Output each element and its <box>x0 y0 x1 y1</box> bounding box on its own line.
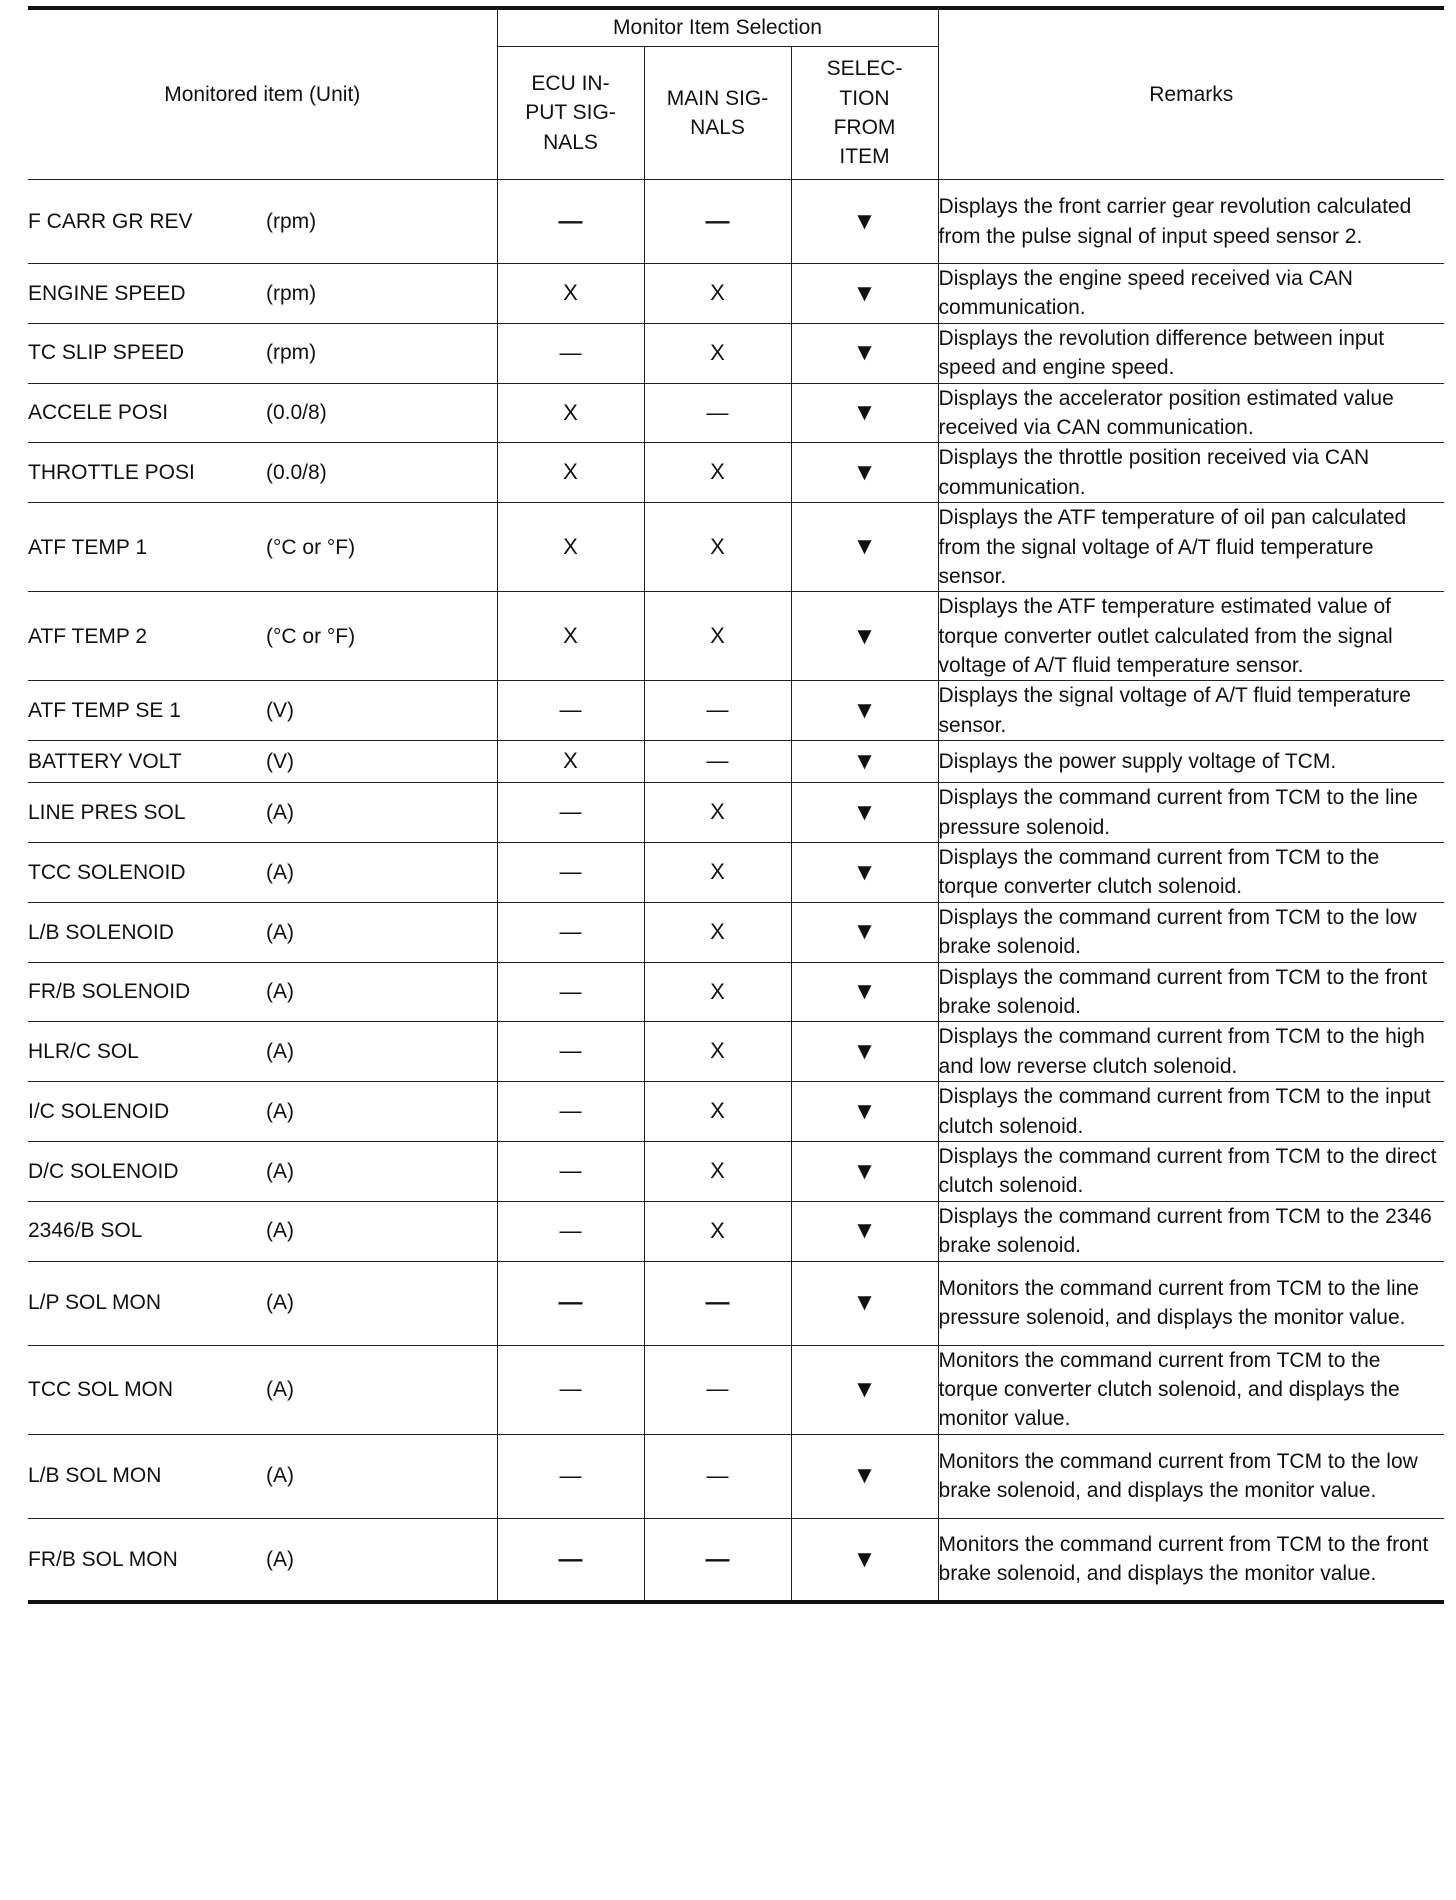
item-unit: (A) <box>266 1219 294 1243</box>
item-unit: (rpm) <box>266 281 317 305</box>
remarks-text: Monitors the command current from TCM to the front brake solenoid, and displays the monitor value. <box>938 1533 1429 1586</box>
selection-from-item-mark-cell <box>791 264 938 324</box>
item-unit: (A) <box>266 1377 294 1401</box>
triangle-down-icon: ▼ <box>852 858 877 886</box>
item-name: ATF TEMP 1 <box>28 535 148 559</box>
remarks-text: Monitors the command current from TCM to the line pressure solenoid, and displays the monitor value. <box>938 1276 1419 1329</box>
header-monitored-item: Monitored item (Unit) <box>28 8 497 180</box>
ecu-input-signal-mark-cell <box>497 1082 644 1142</box>
selection-from-item-mark-cell <box>791 1434 938 1518</box>
remarks-cell <box>938 1201 1444 1261</box>
ecu-input-signal-mark-cell <box>497 383 644 443</box>
monitored-item-cell <box>28 592 497 681</box>
main-signal-mark: — <box>706 399 729 425</box>
main-signal-mark-cell <box>644 1261 791 1345</box>
ecu-input-signal-mark-cell <box>497 681 644 741</box>
remarks-text: Displays the command current from TCM to the front brake solenoid. <box>938 965 1428 1018</box>
item-unit: (°C or °F) <box>266 624 356 648</box>
item-unit: (rpm) <box>266 209 317 233</box>
table-row <box>28 323 1444 383</box>
ecu-input-signal-mark: — <box>559 918 582 944</box>
remarks-text: Displays the accelerator position estimated value received via CAN communication. <box>938 386 1394 439</box>
ecu-input-signal-mark: — <box>559 978 582 1004</box>
item-unit: (A) <box>266 1547 294 1571</box>
remarks-cell <box>938 1345 1444 1434</box>
ecu-input-signal-mark: — <box>559 1038 582 1064</box>
triangle-down-icon: ▼ <box>852 1037 877 1065</box>
main-signal-mark: — <box>705 1289 730 1317</box>
remarks-text: Displays the signal voltage of A/T fluid temperature sensor. <box>938 684 1411 737</box>
triangle-down-icon: ▼ <box>852 1462 877 1490</box>
item-unit: (0.0/8) <box>266 461 327 485</box>
main-signal-mark-cell <box>644 503 791 592</box>
triangle-down-icon: ▼ <box>852 399 877 427</box>
ecu-input-signal-mark: — <box>559 697 582 723</box>
main-signal-mark-cell <box>644 443 791 503</box>
item-name: BATTERY VOLT <box>28 750 182 774</box>
monitored-item-cell <box>28 783 497 843</box>
item-name: THROTTLE POSI <box>28 461 195 485</box>
ecu-input-signal-mark-cell <box>497 1518 644 1602</box>
ecu-input-signal-mark: X <box>563 533 578 559</box>
ecu-input-signal-mark-cell <box>497 843 644 903</box>
header-selection-from-item <box>791 47 938 180</box>
ecu-input-signal-mark-cell <box>497 1434 644 1518</box>
ecu-input-signal-mark-cell <box>497 1345 644 1434</box>
table-row <box>28 592 1444 681</box>
remarks-cell <box>938 902 1444 962</box>
remarks-text: Displays the command current from TCM to the direct clutch solenoid. <box>938 1144 1437 1198</box>
item-name: TCC SOL MON <box>28 1377 174 1401</box>
ecu-input-signal-mark-cell <box>497 592 644 681</box>
remarks-cell <box>938 180 1444 264</box>
main-signal-mark-cell <box>644 681 791 741</box>
remarks-cell <box>938 681 1444 741</box>
ecu-input-signal-mark: — <box>559 1462 582 1488</box>
selection-from-item-mark-cell <box>791 1082 938 1142</box>
remarks-text: Displays the ATF temperature of oil pan calculated from the signal voltage of A/T fluid temperature sensor. <box>938 506 1407 588</box>
header-ecu-input-signals <box>497 47 644 180</box>
main-signal-mark: X <box>710 1098 725 1124</box>
selection-from-item-mark-cell <box>791 383 938 443</box>
remarks-cell <box>938 1082 1444 1142</box>
selection-from-item-mark-cell <box>791 741 938 783</box>
table-row <box>28 1082 1444 1142</box>
main-signal-mark-cell <box>644 592 791 681</box>
selection-from-item-mark-cell <box>791 681 938 741</box>
remarks-cell <box>938 323 1444 383</box>
table-row <box>28 1518 1444 1602</box>
monitored-item-cell <box>28 180 497 264</box>
remarks-text: Displays the front carrier gear revolution calculated from the pulse signal of input speed sensor 2. <box>938 195 1412 248</box>
main-signal-mark: X <box>710 1217 725 1243</box>
item-name: ACCELE POSI <box>28 401 169 425</box>
monitored-item-cell <box>28 902 497 962</box>
ecu-input-signal-mark-cell <box>497 443 644 503</box>
remarks-text: Displays the engine speed received via CAN communication. <box>938 267 1353 320</box>
item-unit: (V) <box>266 750 294 774</box>
triangle-down-icon: ▼ <box>852 798 877 826</box>
monitored-item-cell <box>28 1518 497 1602</box>
main-signal-mark-cell <box>644 1022 791 1082</box>
item-name: L/P SOL MON <box>28 1291 162 1315</box>
remarks-cell <box>938 503 1444 592</box>
table-row <box>28 741 1444 783</box>
ecu-input-signal-mark-cell <box>497 503 644 592</box>
ecu-input-signal-mark: X <box>563 279 578 305</box>
triangle-down-icon: ▼ <box>852 747 877 775</box>
table-row <box>28 383 1444 443</box>
table-row <box>28 962 1444 1022</box>
header-main-signals <box>644 47 791 180</box>
ecu-input-signal-mark-cell <box>497 1261 644 1345</box>
ecu-input-signal-mark: — <box>559 1217 582 1243</box>
selection-from-item-mark-cell <box>791 1518 938 1602</box>
monitored-item-cell <box>28 1434 497 1518</box>
item-name: TC SLIP SPEED <box>28 341 185 365</box>
ecu-input-signal-mark: — <box>559 799 582 825</box>
table-body <box>28 180 1444 1603</box>
main-signal-mark-cell <box>644 1201 791 1261</box>
remarks-cell <box>938 592 1444 681</box>
selection-from-item-mark-cell <box>791 783 938 843</box>
main-signal-mark: X <box>710 533 725 559</box>
monitored-item-cell <box>28 1201 497 1261</box>
monitored-item-cell <box>28 264 497 324</box>
remarks-text: Displays the command current from TCM to the torque converter clutch solenoid. <box>938 846 1380 899</box>
remarks-cell <box>938 1434 1444 1518</box>
monitored-item-cell <box>28 1022 497 1082</box>
remarks-text: Displays the command current from TCM to the low brake solenoid. <box>938 905 1417 959</box>
triangle-down-icon: ▼ <box>852 339 877 367</box>
ecu-input-signal-mark-cell <box>497 1022 644 1082</box>
main-signal-mark: X <box>710 1038 725 1064</box>
item-unit: (A) <box>266 980 294 1004</box>
item-name: ENGINE SPEED <box>28 281 186 305</box>
ecu-input-signal-mark: — <box>559 1098 582 1124</box>
item-name: F CARR GR REV <box>28 209 193 233</box>
item-name: HLR/C SOL <box>28 1040 139 1064</box>
item-unit: (A) <box>266 800 294 824</box>
main-signal-mark: X <box>710 339 725 365</box>
remarks-cell <box>938 383 1444 443</box>
selection-from-item-mark-cell <box>791 180 938 264</box>
table-row <box>28 681 1444 741</box>
table-row <box>28 1201 1444 1261</box>
remarks-cell <box>938 962 1444 1022</box>
header-selection-from-item-text: SELEC-TION FROM ITEM <box>826 57 903 169</box>
main-signal-mark: X <box>710 622 725 648</box>
ecu-input-signal-mark: — <box>558 1289 583 1317</box>
main-signal-mark: X <box>710 978 725 1004</box>
main-signal-mark-cell <box>644 180 791 264</box>
monitored-item-cell <box>28 1141 497 1201</box>
triangle-down-icon: ▼ <box>852 458 877 486</box>
remarks-text: Displays the ATF temperature estimated value of torque converter outlet calculated from the signal voltage of A/T fluid temperature sensor. <box>938 595 1393 678</box>
table-row <box>28 1261 1444 1345</box>
remarks-text: Displays the command current from TCM to the high and low reverse clutch solenoid. <box>938 1025 1425 1078</box>
triangle-down-icon: ▼ <box>852 697 877 725</box>
remarks-text: Displays the command current from TCM to the line pressure solenoid. <box>938 786 1418 839</box>
header-main-signals-text: MAIN SIG-NALS <box>666 86 769 139</box>
selection-from-item-mark-cell <box>791 1022 938 1082</box>
triangle-down-icon: ▼ <box>852 622 877 650</box>
monitored-item-cell <box>28 962 497 1022</box>
selection-from-item-mark-cell <box>791 1141 938 1201</box>
ecu-input-signal-mark: X <box>563 399 578 425</box>
ecu-input-signal-mark-cell <box>497 180 644 264</box>
ecu-input-signal-mark-cell <box>497 902 644 962</box>
main-signal-mark-cell <box>644 741 791 783</box>
triangle-down-icon: ▼ <box>852 1097 877 1125</box>
main-signal-mark-cell <box>644 1518 791 1602</box>
remarks-cell <box>938 783 1444 843</box>
ecu-input-signal-mark-cell <box>497 1141 644 1201</box>
main-signal-mark: — <box>706 1462 729 1488</box>
table-row <box>28 443 1444 503</box>
remarks-cell <box>938 443 1444 503</box>
item-name: 2346/B SOL <box>28 1219 143 1243</box>
item-unit: (°C or °F) <box>266 535 356 559</box>
selection-from-item-mark-cell <box>791 503 938 592</box>
main-signal-mark-cell <box>644 843 791 903</box>
table-row <box>28 783 1444 843</box>
selection-from-item-mark-cell <box>791 443 938 503</box>
table-header <box>28 8 1444 180</box>
item-unit: (0.0/8) <box>266 401 327 425</box>
main-signal-mark: — <box>706 748 729 774</box>
ecu-input-signal-mark-cell <box>497 264 644 324</box>
item-unit: (A) <box>266 920 294 944</box>
remarks-text: Displays the revolution difference between input speed and engine speed. <box>938 326 1385 380</box>
selection-from-item-mark-cell <box>791 962 938 1022</box>
monitored-item-cell <box>28 503 497 592</box>
main-signal-mark-cell <box>644 902 791 962</box>
table-row <box>28 180 1444 264</box>
triangle-down-icon: ▼ <box>852 207 877 235</box>
ecu-input-signal-mark: — <box>558 1545 583 1573</box>
table-row <box>28 1022 1444 1082</box>
triangle-down-icon: ▼ <box>852 918 877 946</box>
ecu-input-signal-mark-cell <box>497 1201 644 1261</box>
main-signal-mark-cell <box>644 962 791 1022</box>
remarks-cell <box>938 1141 1444 1201</box>
item-unit: (A) <box>266 1159 294 1183</box>
main-signal-mark: X <box>710 918 725 944</box>
main-signal-mark-cell <box>644 783 791 843</box>
ecu-input-signal-mark: — <box>559 1157 582 1183</box>
monitored-item-cell <box>28 443 497 503</box>
triangle-down-icon: ▼ <box>852 1375 877 1403</box>
main-signal-mark-cell <box>644 1141 791 1201</box>
selection-from-item-mark-cell <box>791 592 938 681</box>
item-name: ATF TEMP 2 <box>28 624 148 648</box>
ecu-input-signal-mark-cell <box>497 741 644 783</box>
triangle-down-icon: ▼ <box>852 1157 877 1185</box>
monitored-item-cell <box>28 1261 497 1345</box>
triangle-down-icon: ▼ <box>852 1545 877 1573</box>
main-signal-mark: X <box>710 799 725 825</box>
item-unit: (V) <box>266 699 294 723</box>
selection-from-item-mark-cell <box>791 1345 938 1434</box>
table-row <box>28 1141 1444 1201</box>
main-signal-mark: X <box>710 859 725 885</box>
main-signal-mark: X <box>710 279 725 305</box>
item-name: I/C SOLENOID <box>28 1099 170 1123</box>
remarks-text: Displays the command current from TCM to the input clutch solenoid. <box>938 1085 1431 1138</box>
main-signal-mark-cell <box>644 1434 791 1518</box>
item-name: ATF TEMP SE 1 <box>28 699 181 723</box>
main-signal-mark: — <box>706 1376 729 1402</box>
item-name: L/B SOLENOID <box>28 920 174 944</box>
ecu-input-signal-mark: X <box>563 748 578 774</box>
table-row <box>28 503 1444 592</box>
header-monitor-item-selection: Monitor Item Selection <box>497 8 938 47</box>
main-signal-mark-cell <box>644 1345 791 1434</box>
ecu-input-signal-mark: — <box>558 207 583 235</box>
triangle-down-icon: ▼ <box>852 1217 877 1245</box>
remarks-cell <box>938 1022 1444 1082</box>
remarks-cell <box>938 741 1444 783</box>
monitored-item-cell <box>28 681 497 741</box>
monitored-item-cell <box>28 843 497 903</box>
item-name: TCC SOLENOID <box>28 860 186 884</box>
ecu-input-signal-mark-cell <box>497 783 644 843</box>
item-unit: (rpm) <box>266 341 317 365</box>
table-row <box>28 902 1444 962</box>
ecu-input-signal-mark: — <box>559 1376 582 1402</box>
triangle-down-icon: ▼ <box>852 978 877 1006</box>
table-row <box>28 1434 1444 1518</box>
remarks-text: Displays the power supply voltage of TCM. <box>938 750 1337 774</box>
item-unit: (A) <box>266 1099 294 1123</box>
selection-from-item-mark-cell <box>791 843 938 903</box>
ecu-input-signal-mark: X <box>563 459 578 485</box>
item-unit: (A) <box>266 860 294 884</box>
item-name: FR/B SOLENOID <box>28 980 191 1004</box>
remarks-text: Monitors the command current from TCM to the low brake solenoid, and displays the monitor value. <box>938 1449 1418 1503</box>
main-signal-mark-cell <box>644 264 791 324</box>
item-unit: (A) <box>266 1040 294 1064</box>
monitored-item-cell <box>28 741 497 783</box>
triangle-down-icon: ▼ <box>852 1289 877 1317</box>
header-remarks: Remarks <box>938 8 1444 180</box>
monitored-item-cell <box>28 383 497 443</box>
monitored-item-cell <box>28 1082 497 1142</box>
main-signal-mark: X <box>710 459 725 485</box>
header-ecu-input-signals-text: ECU IN-PUT SIG-NALS <box>525 71 616 154</box>
table-row <box>28 1345 1444 1434</box>
item-name: L/B SOL MON <box>28 1464 162 1488</box>
triangle-down-icon: ▼ <box>852 279 877 307</box>
triangle-down-icon: ▼ <box>852 533 877 561</box>
remarks-cell <box>938 843 1444 903</box>
ecu-input-signal-mark-cell <box>497 962 644 1022</box>
selection-from-item-mark-cell <box>791 1261 938 1345</box>
remarks-text: Monitors the command current from TCM to the torque converter clutch solenoid, and displays the monitor value. <box>938 1348 1400 1431</box>
remarks-cell <box>938 1518 1444 1602</box>
main-signal-mark: — <box>705 1545 730 1573</box>
main-signal-mark: — <box>706 697 729 723</box>
item-name: D/C SOLENOID <box>28 1159 179 1183</box>
monitor-item-table <box>28 6 1444 1604</box>
main-signal-mark-cell <box>644 323 791 383</box>
selection-from-item-mark-cell <box>791 902 938 962</box>
monitored-item-cell <box>28 1345 497 1434</box>
monitored-item-cell <box>28 323 497 383</box>
main-signal-mark-cell <box>644 383 791 443</box>
remarks-cell <box>938 264 1444 324</box>
item-name: FR/B SOL MON <box>28 1547 178 1571</box>
table-row <box>28 264 1444 324</box>
item-unit: (A) <box>266 1291 294 1315</box>
ecu-input-signal-mark: X <box>563 622 578 648</box>
item-name: LINE PRES SOL <box>28 800 186 824</box>
document-page <box>28 6 1444 1604</box>
table-row <box>28 843 1444 903</box>
main-signal-mark: — <box>705 207 730 235</box>
remarks-cell <box>938 1261 1444 1345</box>
item-unit: (A) <box>266 1464 294 1488</box>
ecu-input-signal-mark: — <box>559 859 582 885</box>
remarks-text: Displays the command current from TCM to the 2346 brake solenoid. <box>938 1204 1432 1258</box>
main-signal-mark-cell <box>644 1082 791 1142</box>
main-signal-mark: X <box>710 1157 725 1183</box>
selection-from-item-mark-cell <box>791 1201 938 1261</box>
ecu-input-signal-mark-cell <box>497 323 644 383</box>
selection-from-item-mark-cell <box>791 323 938 383</box>
ecu-input-signal-mark: — <box>559 339 582 365</box>
remarks-text: Displays the throttle position received via CAN communication. <box>938 446 1370 499</box>
